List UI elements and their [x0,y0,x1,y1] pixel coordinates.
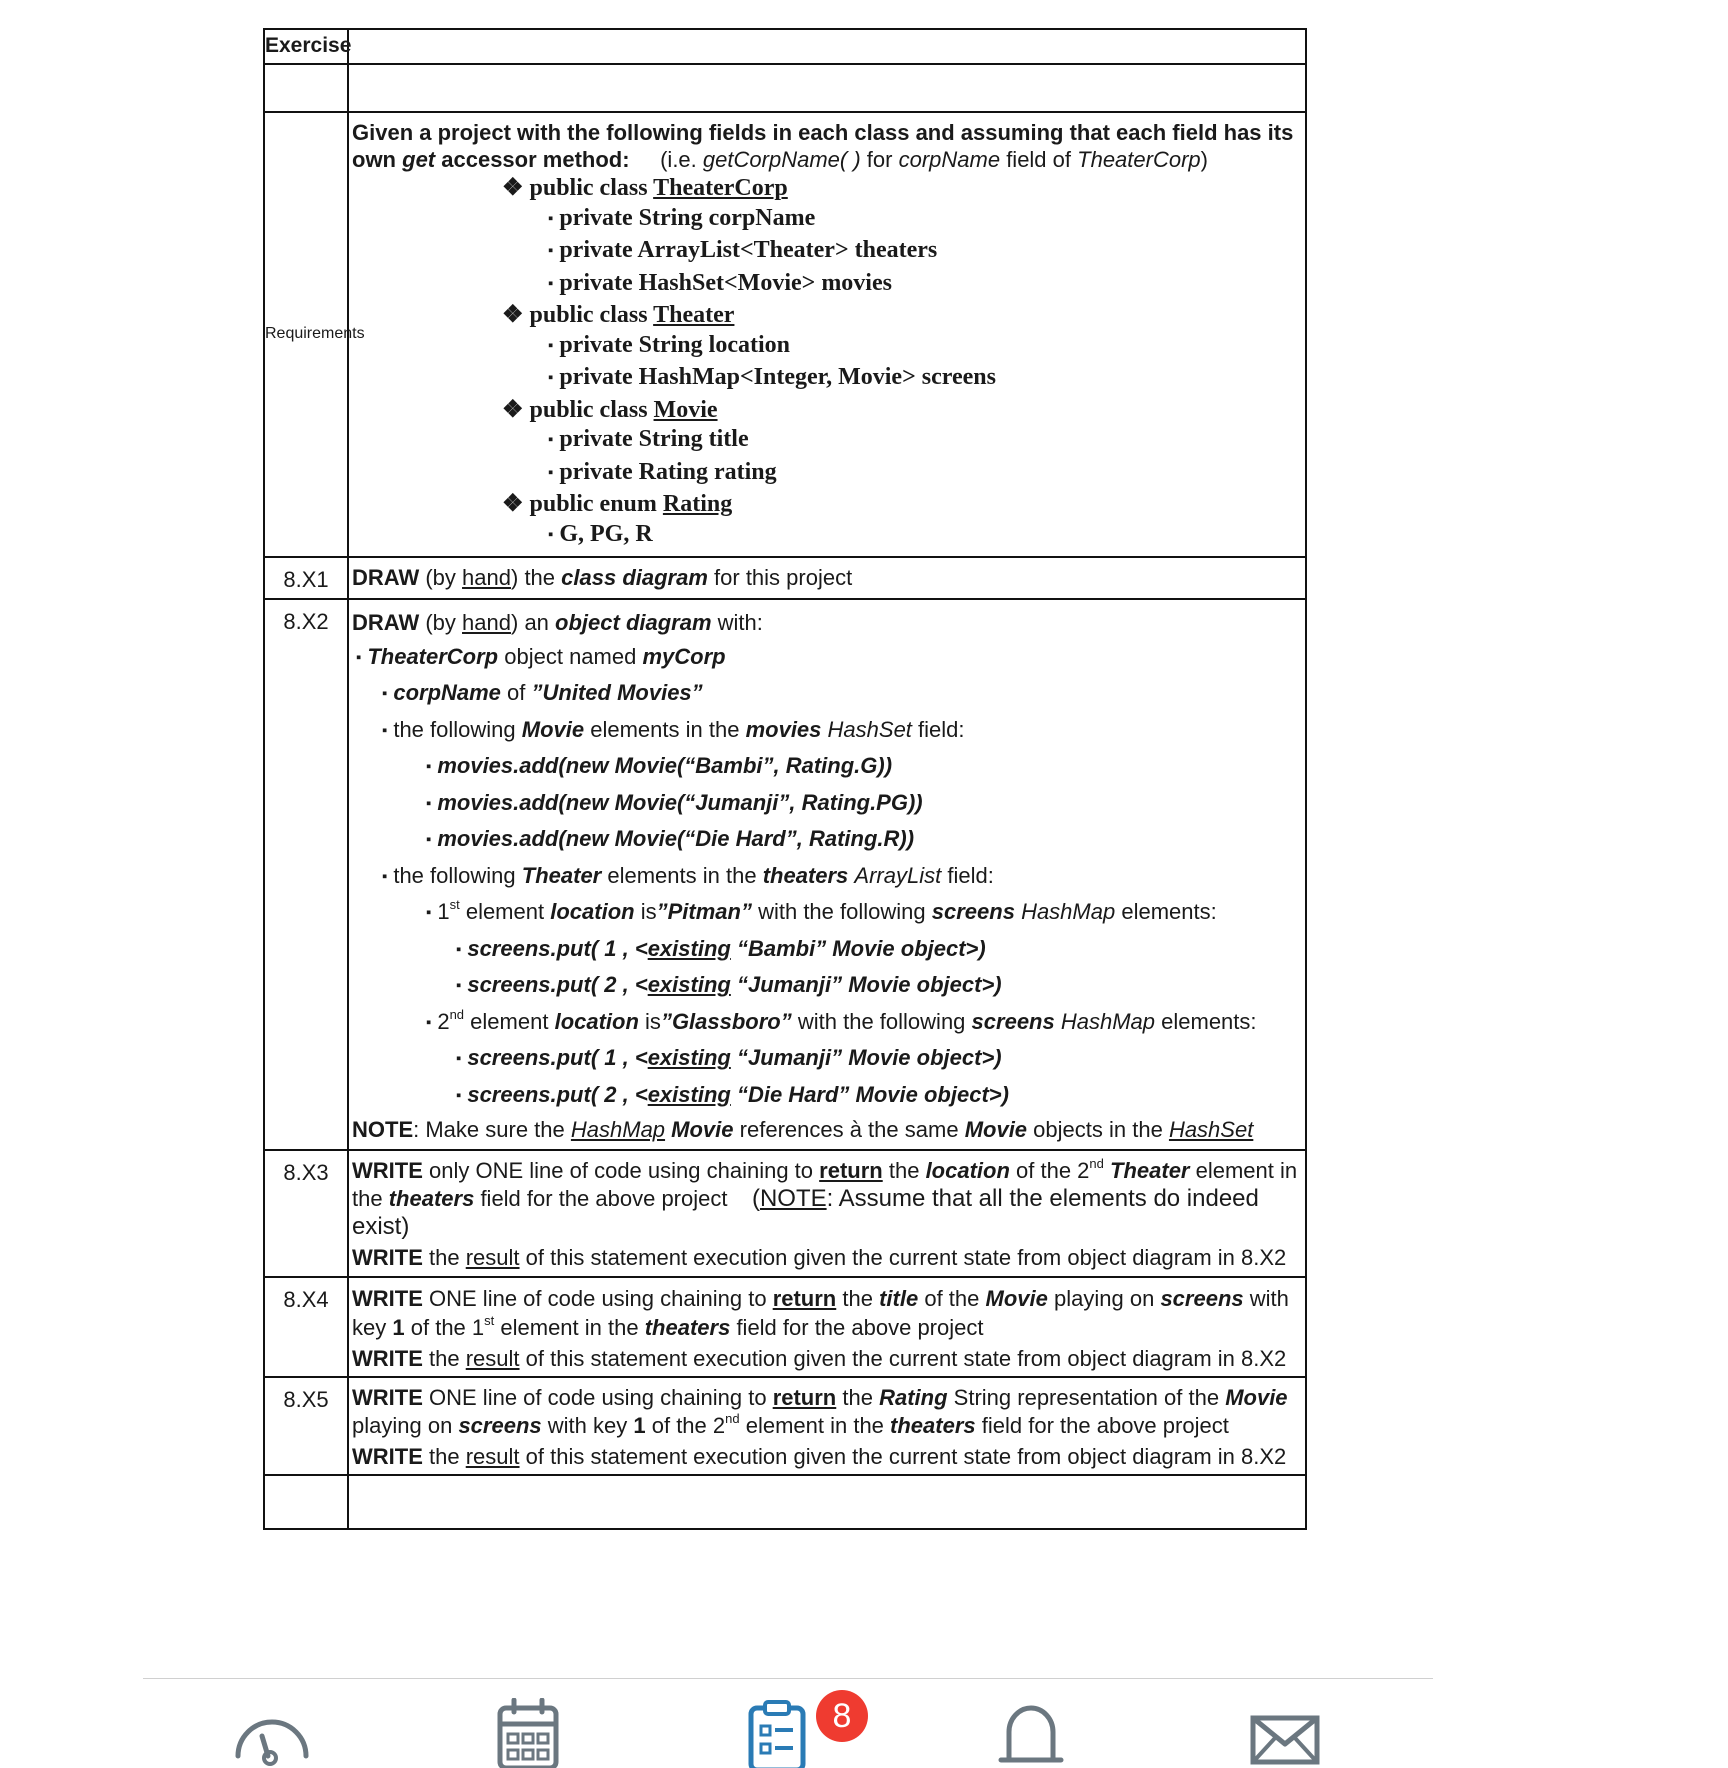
exercise-text: DRAW (by hand) the class diagram for this project [348,557,1306,599]
exercise-row-8x1 [264,557,1306,599]
screen-put-line: ▪ screens.put( 2 , <existing “Die Hard” Movie object>) [456,1081,1009,1107]
movie-add-line: ▪ movies.add(new Movie(“Die Hard”, Rating.R)) [426,826,915,852]
header-label: Exercise [264,29,348,64]
nav-divider [143,1678,1433,1679]
exercise-id: 8.X2 [264,599,348,1150]
exercise-row-8x5 [264,1377,1306,1475]
field-decl: ▪ private Rating rating [548,458,777,485]
empty-row [264,64,1306,112]
header-row [264,29,1306,64]
requirements-intro: Given a project with the following fields in each class and assuming that each field has its own get accessor method: (i.e. getCorpName( ) for corpName field of TheaterCorp) [352,120,1294,172]
exercise-id: 8.X1 [264,557,348,599]
exercise-text: WRITE ONE line of code using chaining to return the title of the Movie playing on screens with key 1 of the 1st element in the theaters field for the above project WRITE the result of this statement execution given the current state from object diagram in 8.X2 [348,1277,1306,1377]
field-decl: ▪ private String location [548,331,790,358]
screen-put-line: ▪ screens.put( 2 , <existing “Jumanji” Movie object>) [456,972,1002,998]
screen-put-line: ▪ screens.put( 1 , <existing “Jumanji” Movie object>) [456,1045,1002,1071]
enum-values: ▪ G, PG, R [548,520,653,547]
exercise-id: 8.X4 [264,1277,348,1377]
exercise-table [263,28,1307,1530]
todo-count-badge: 8 [816,1690,868,1742]
field-decl: ▪ private HashMap<Integer, Movie> screens [548,364,996,390]
field-decl: ▪ private HashSet<Movie> movies [548,269,892,296]
requirements-label: Requirements [264,112,348,557]
exercise-text: WRITE only ONE line of code using chaining to return the location of the 2nd Theater element in the theaters field for the above project (NOTE: Assume that all the elements do indeed exist) WRITE the result of this statement execution given the current state from object diagram in 8.X2 [348,1150,1306,1277]
exercise-id: 8.X5 [264,1377,348,1475]
exercise-id: 8.X3 [264,1150,348,1277]
field-decl: ▪ private ArrayList<Theater> theaters [548,237,938,263]
exercise-row-8x2 [264,599,1306,1150]
requirements-content [348,112,1306,557]
class-decl: ❖ public class Movie [502,396,718,423]
exercise-row-8x3 [264,1150,1306,1277]
field-decl: ▪ private String title [548,426,749,452]
exercise-row-8x4 [264,1277,1306,1377]
x2-note: NOTE: Make sure the HashMap Movie references à the same Movie objects in the HashSet [352,1117,1254,1143]
exercise-text: WRITE ONE line of code using chaining to return the Rating String representation of the Movie playing on screens with key 1 of the 2nd element in the theaters field for the above project WRITE the result of this statement execution given the current state from object diagram in 8.X2 [348,1377,1306,1475]
class-decl: ❖ public class Theater [502,302,735,328]
exercise-text: DRAW (by hand) an object diagram with: ▪ TheaterCorp object named myCorp ▪ corpName of ”United Movies” ▪ the following Movie elements in the movies HashSet field: ▪ movies.add(new Movie(“Bambi”, Rating.G)) ▪ movies.add(new Movie(“Jumanji”, Rating.PG)) ▪ movies.add(new Movie(“Die Hard”, Rating.R)) ▪ the following Theater elements in the theaters ArrayList field: ▪ 1st element location is”Pitman” with the following screens HashMap elements: ▪ screens.put( 1 , <existing “Bambi” Movie object>) ▪ screens.put( 2 , <existing “Jumanji” Movie object>) ▪ 2nd element location is”Glassboro” with the following screens HashMap elements: ▪ screens.put( 1 , <existing “Jumanji” Movie object>) ▪ screens.put( 2 , <existing “Die Hard” Movie object>) NOTE: Make sure the HashMap Movie references à the same Movie objects in the HashSet [348,599,1306,1150]
class-listing [352,174,1302,552]
enum-decl: ❖ public enum Rating [502,491,733,517]
field-decl: ▪ private String corpName [548,204,816,231]
blank-row [264,1475,1306,1529]
screen-put-line: ▪ screens.put( 1 , <existing “Bambi” Movie object>) [456,935,986,961]
class-decl: ❖ public class TheaterCorp [502,175,788,201]
movie-add-line: ▪ movies.add(new Movie(“Jumanji”, Rating.PG)) [426,789,923,815]
requirements-row [264,112,1306,557]
movie-add-line: ▪ movies.add(new Movie(“Bambi”, Rating.G)) [426,753,893,779]
